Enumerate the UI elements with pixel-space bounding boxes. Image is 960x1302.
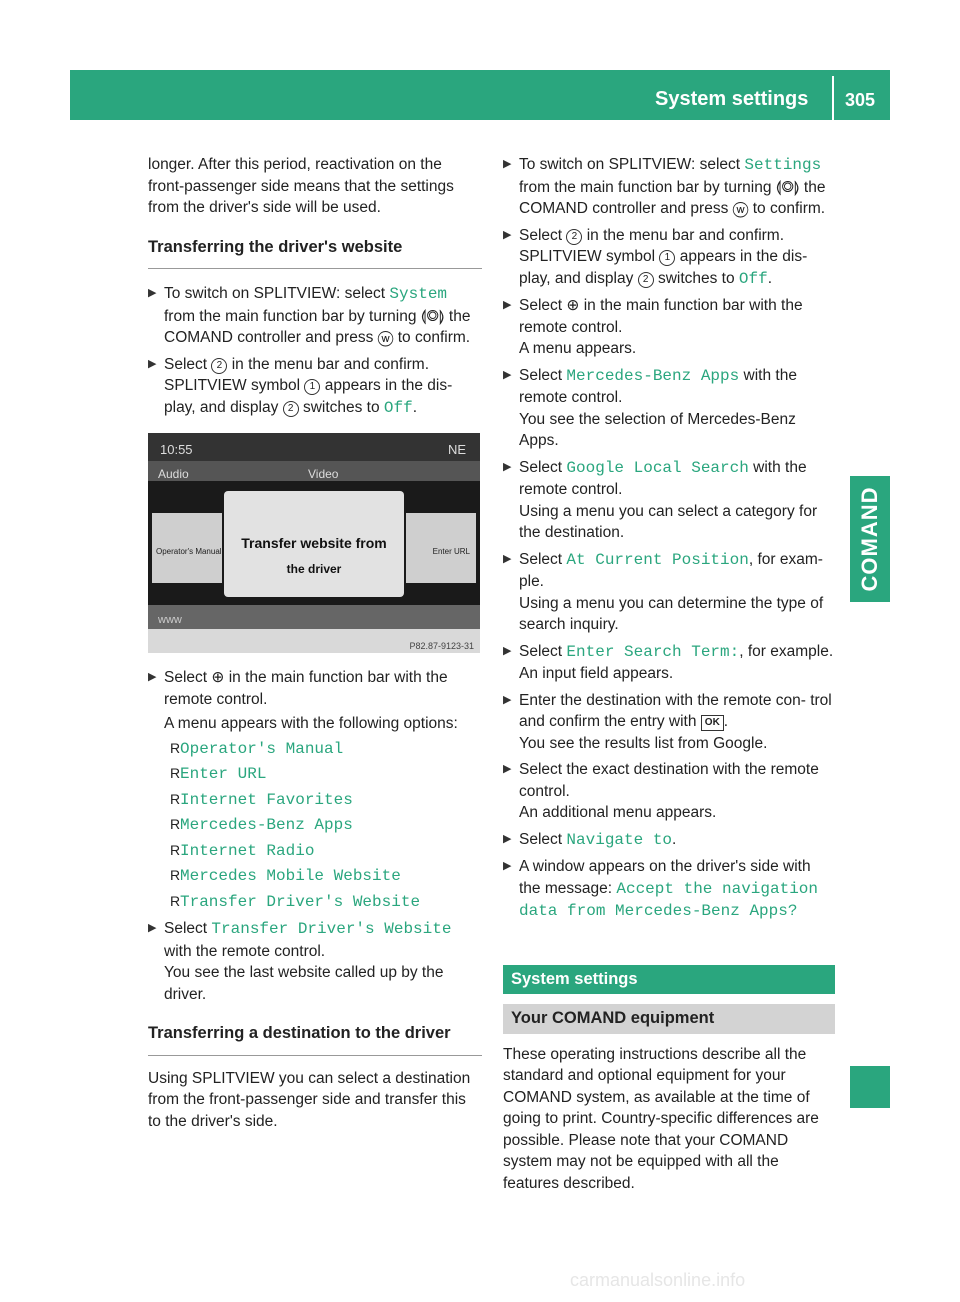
- step-switch-splitview: ▶ To switch on SPLITVIEW: select System from the main function bar by turning ⟬◎⟭ the COMAND controller and press ⓦ to confirm.: [148, 285, 471, 346]
- bullet-icon: R: [170, 867, 181, 883]
- screen-compass: NE: [447, 442, 466, 457]
- arrow-icon: ▶: [503, 460, 512, 473]
- bullet-icon: R: [170, 739, 181, 756]
- arrow-icon: ▶: [503, 158, 512, 170]
- step-r7: ▶ Select Enter Search Term:, for example. An input field appears.: [503, 642, 834, 682]
- bullet-icon: R: [170, 841, 181, 858]
- left-column: [148, 154, 482, 1132]
- arrow-icon: ▶: [503, 860, 512, 872]
- screen-bottom-label: www: [158, 614, 182, 626]
- arrow-icon: ▶: [503, 832, 512, 845]
- step-r11: ▶ A window appears on the driver's side with the message: Accept the navigation data from Mercedes-Benz Apps?: [503, 858, 819, 920]
- equipment-text: These operating instructions describe all the standard and optional equipment for your COMAND system, as available at the time of going to print. Country-specific differences are possible. Please note that your COMAND system may not be equipped with all the features described.: [503, 1045, 819, 1192]
- screen-tab-video: Video: [308, 467, 339, 481]
- ok-button-icon: OK: [701, 715, 724, 731]
- outro-text: Using SPLITVIEW you can select a destination from the front-passenger side and transfer this to the driver's side.: [148, 1069, 471, 1130]
- bullet-icon: R: [170, 790, 181, 807]
- subsection-band-equipment: Your COMAND equipment: [503, 1004, 835, 1034]
- arrow-icon: ▶: [503, 763, 512, 775]
- arrow-icon: ▶: [148, 357, 157, 370]
- options-list: [148, 738, 482, 914]
- arrow-icon: ▶: [148, 671, 157, 683]
- list-item: R Enter URL: [170, 765, 267, 783]
- screen-tab-audio: Audio: [158, 467, 189, 481]
- step-r9: ▶ Select the exact destination with the remote control. An additional menu appears.: [503, 761, 819, 821]
- bullet-icon: R: [170, 765, 181, 781]
- right-column: [503, 154, 835, 1194]
- arrow-icon: ▶: [503, 299, 512, 311]
- list-item: R Internet Radio: [170, 841, 315, 860]
- figure-reference: P82.87-9123-31: [409, 641, 474, 651]
- arrow-icon: ▶: [503, 228, 512, 241]
- step-r6: ▶ Select At Current Position, for exam- ple. Using a menu you can determine the type of search inquiry.: [503, 550, 824, 633]
- callout-2-icon: 2: [283, 401, 299, 417]
- screen-panel-left: Operator's Manual: [156, 547, 222, 556]
- screen-panel-right: Enter URL: [432, 547, 470, 556]
- header-title: System settings: [655, 88, 809, 110]
- list-item: R Internet Favorites: [170, 790, 353, 809]
- list-item: R Operator's Manual: [170, 739, 344, 758]
- heading-drivers-website: Transferring the driver's website: [148, 237, 482, 270]
- screen-dialog-line2: the driver: [286, 562, 342, 576]
- page-number: 305: [845, 90, 876, 110]
- watermark: carmanualsonline.info: [570, 1270, 746, 1290]
- arrow-icon: ▶: [148, 287, 157, 299]
- arrow-icon: ▶: [503, 644, 512, 657]
- side-marker: [850, 1066, 890, 1108]
- step-r1: ▶ To switch on SPLITVIEW: select Settings from the main function bar by turning ⟬◎⟭ the COMAND controller and press ⓦ to confirm.: [503, 156, 826, 217]
- callout-2-icon: 2: [638, 272, 654, 288]
- intro-text: longer. After this period, reactivation on the front-passenger side means that the settings from the driver's side will be used.: [148, 156, 454, 216]
- list-item: R Mercedes-Benz Apps: [170, 816, 353, 834]
- step-r3: ▶ Select ⊕ in the main function bar with the remote control. A menu appears.: [503, 297, 803, 357]
- arrow-icon: ▶: [503, 368, 512, 381]
- step-select-menu: ▶ Select 2 in the menu bar and confirm. SPLITVIEW symbol 1 appears in the dis- play, and display 2 switches to Off.: [148, 355, 453, 417]
- globe-icon: ⊕: [566, 297, 580, 314]
- step-r2: ▶ Select 2 in the menu bar and confirm. SPLITVIEW symbol 1 appears in the dis- play, and display 2 switches to Off.: [503, 226, 808, 288]
- section-band-system-settings: System settings: [503, 965, 835, 995]
- step-r5: ▶ Select Google Local Search with the remote control. Using a menu you can select a category for the destination.: [503, 458, 818, 541]
- step-r8: ▶ Enter the destination with the remote con- trol and confirm the entry with OK . You see the results list from Google.: [503, 691, 832, 752]
- heading-destination: Transferring a destination to the driver: [148, 1023, 482, 1056]
- header-separator: [832, 76, 834, 120]
- screen-time: 10:55: [160, 442, 193, 457]
- callout-1-icon: 1: [659, 250, 675, 266]
- step-menu-options: A menu appears with the following options:: [164, 715, 458, 732]
- arrow-icon: ▶: [503, 552, 512, 565]
- step-select-transfer: ▶ Select Transfer Driver's Website with the remote control. You see the last website called up by the driver.: [148, 920, 452, 1003]
- step-r4: ▶ Select Mercedes-Benz Apps with the remote control. You see the selection of Mercedes-Benz Apps.: [503, 366, 797, 449]
- bullet-icon: R: [170, 892, 181, 909]
- callout-1-icon: 1: [304, 379, 320, 395]
- callout-2-icon: 2: [211, 358, 227, 374]
- side-tab-label: COMAND: [857, 486, 882, 592]
- bullet-icon: R: [170, 816, 181, 832]
- list-item: R Transfer Driver's Website: [170, 892, 421, 911]
- arrow-icon: ▶: [148, 922, 157, 934]
- step-r10: ▶ Select Navigate to.: [503, 830, 677, 849]
- screen-dialog-line1: Transfer website from: [241, 535, 387, 551]
- arrow-icon: ▶: [503, 693, 512, 706]
- callout-2-icon: 2: [566, 229, 582, 245]
- step-select-globe: ▶ Select ⊕ in the main function bar with the remote control.: [148, 669, 448, 708]
- globe-icon: ⊕: [211, 669, 225, 686]
- list-item: R Mercedes Mobile Website: [170, 867, 401, 885]
- screenshot-figure: [148, 433, 480, 653]
